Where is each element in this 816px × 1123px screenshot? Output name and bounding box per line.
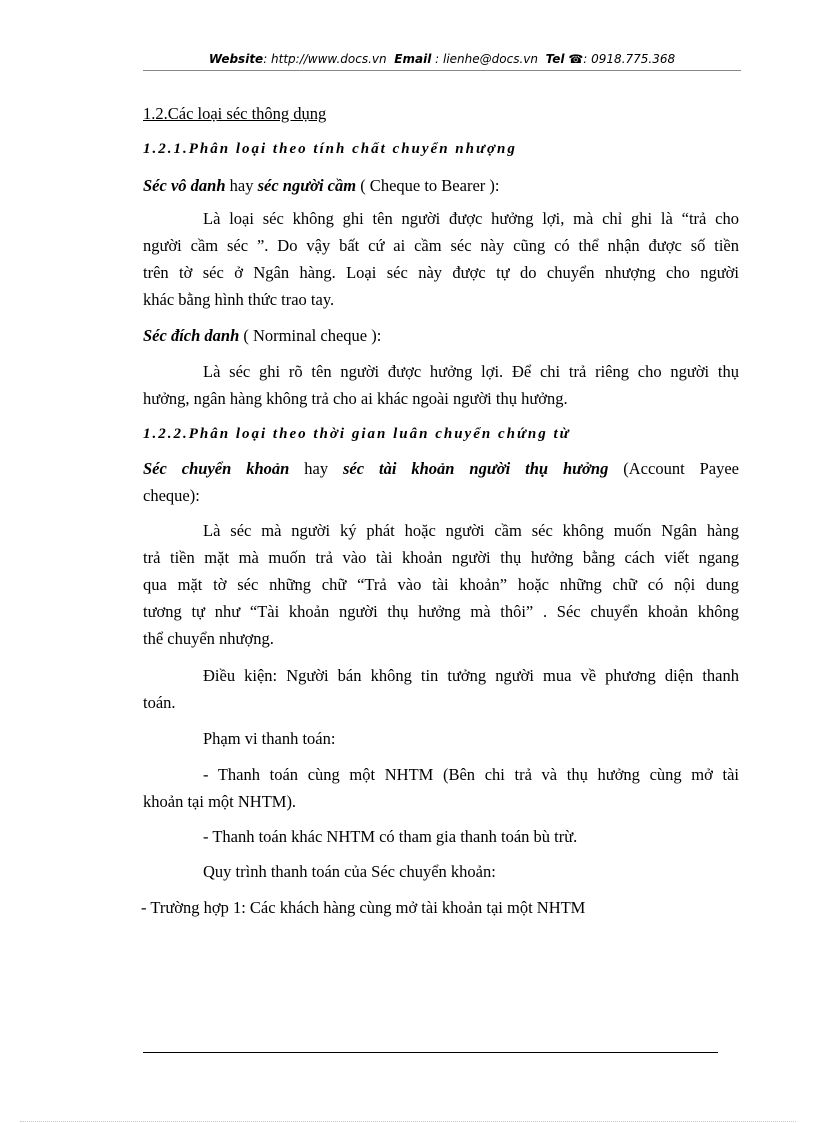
- section-title: 1.2.Các loại séc thông dụng: [143, 104, 327, 123]
- paragraph-line: Phạm vi thanh toán:: [203, 729, 336, 748]
- footer-divider: [143, 1052, 718, 1053]
- paragraph-line: thể chuyển nhượng.: [143, 629, 274, 648]
- paragraph-line: - Thanh toán cùng một NHTM (Bên chi trả và thụ hưởng cùng mở tài: [203, 765, 739, 784]
- tel-label: Tel: [545, 52, 565, 66]
- subsection-title-2: 1.2.2.Phân loại theo thời gian luân chuyển chứng từ: [143, 426, 571, 442]
- term-account-cheque: séc tài khoản người thụ hưởng: [343, 459, 609, 478]
- tel-value: : 0918.775.368: [583, 52, 676, 66]
- paragraph-line: hưởng, ngân hàng không trả cho ai khác ngoài người thụ hưởng.: [143, 389, 568, 408]
- paragraph-line: Là loại séc không ghi tên người được hưởng lợi, mà chỉ ghi là “trả cho: [203, 209, 739, 228]
- term-transfer-cheque: Séc chuyển khoản: [143, 459, 290, 478]
- term-english: ( Norminal cheque ):: [239, 326, 382, 345]
- paragraph-line: - Thanh toán khác NHTM có tham gia thanh toán bù trừ.: [203, 827, 578, 846]
- page-edge-divider: [20, 1121, 796, 1122]
- paragraph-line: tương tự như “Tài khoản người thụ hưởng mà thôi” . Séc chuyển khoản không: [143, 602, 739, 621]
- paragraph-line: toán.: [143, 693, 176, 712]
- connector-text: hay: [289, 459, 344, 478]
- subsection-title-1: 1.2.1.Phân loại theo tính chất chuyển nhượng: [143, 141, 517, 157]
- paragraph-line: người cầm séc ”. Do vậy bất cứ ai cầm séc này cũng có thể nhận được số tiền: [143, 236, 739, 255]
- paragraph-line: khác bằng hình thức trao tay.: [143, 290, 335, 309]
- website-label: Website: [208, 52, 264, 66]
- paragraph-line: qua mặt tờ séc những chữ “Trả vào tài khoản” hoặc những chữ có nội dung: [143, 575, 739, 594]
- email-value: : lienhe@docs.vn: [435, 52, 538, 66]
- paragraph-bearer-cheque-heading: [143, 176, 499, 196]
- connector-text: hay: [225, 176, 258, 195]
- paragraph-line: trả tiền mặt mà muốn trả vào tài khoản người thụ hưởng bằng cách viết ngang: [143, 548, 739, 567]
- term-english: ( Cheque to Bearer ):: [356, 176, 500, 195]
- paragraph-line: Quy trình thanh toán của Séc chuyển khoản:: [203, 862, 496, 881]
- term-english: (Account Payee: [608, 459, 739, 478]
- email-label: Email: [394, 52, 432, 66]
- paragraph-named-cheque-heading: [143, 326, 381, 346]
- paragraph-line: Điều kiện: Người bán không tin tưởng người mua về phương diện thanh: [203, 666, 739, 685]
- term-named-cheque: Séc đích danh: [143, 326, 240, 345]
- term-holder-cheque: séc người cầm: [257, 176, 357, 195]
- paragraph-line: Là séc mà người ký phát hoặc người cầm séc không muốn Ngân hàng: [203, 521, 739, 540]
- paragraph-line: Là séc ghi rõ tên người được hưởng lợi. Để chi trả riêng cho người thụ: [203, 362, 739, 381]
- paragraph-line: trên tờ séc ở Ngân hàng. Loại séc này được tự do chuyển nhượng cho người: [143, 263, 739, 282]
- paragraph-line: cheque):: [143, 486, 200, 505]
- paragraph-line: khoản tại một NHTM).: [143, 792, 297, 811]
- website-value: : http://www.docs.vn: [263, 52, 387, 66]
- paragraph-transfer-cheque-heading: [143, 459, 739, 479]
- term-bearer-cheque: Séc vô danh: [143, 176, 226, 195]
- phone-icon: ☎: [568, 52, 584, 66]
- page-header: [143, 50, 741, 71]
- paragraph-line: - Trường hợp 1: Các khách hàng cùng mở tài khoản tại một NHTM: [141, 898, 586, 917]
